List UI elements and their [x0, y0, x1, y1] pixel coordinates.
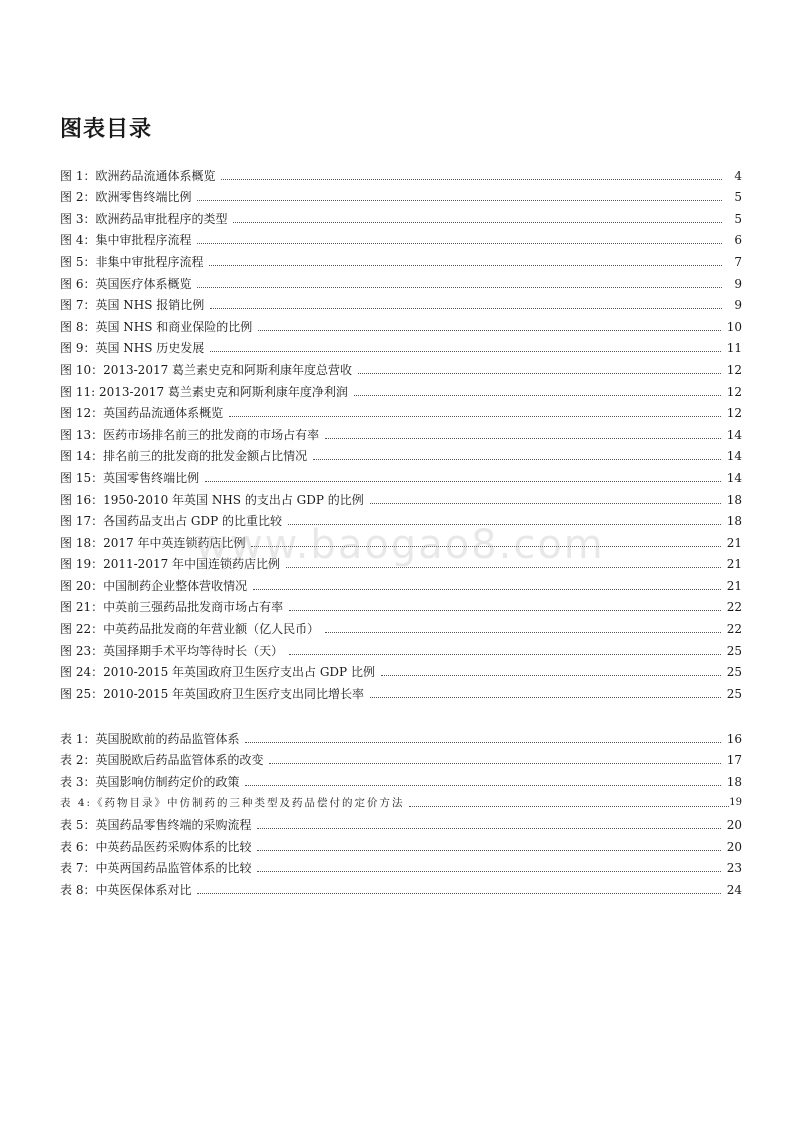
table-entry[interactable] — [60, 875, 742, 897]
table-entry[interactable] — [60, 854, 742, 876]
dot-leader — [251, 545, 720, 547]
dot-leader — [197, 286, 722, 288]
figure-entry[interactable] — [60, 679, 742, 701]
table-entry[interactable] — [60, 789, 742, 811]
toc-entry-page: 18 — [726, 774, 742, 789]
toc-entry-label: 图 19：2011-2017 年中国连锁药店比例 — [60, 557, 281, 572]
toc-entry-page: 9 — [734, 276, 742, 291]
toc-entry-label: 图 5：非集中审批程序流程 — [60, 254, 204, 269]
dot-leader — [205, 480, 721, 482]
toc-entry-label: 图 18：2017 年中英连锁药店比例 — [60, 535, 246, 550]
dot-leader — [325, 631, 721, 633]
toc-entry-page: 24 — [726, 882, 742, 897]
figure-entry[interactable] — [60, 614, 742, 636]
toc-entry-page: 25 — [726, 665, 742, 680]
toc-entry-page: 12 — [726, 406, 742, 421]
toc-entry-page: 14 — [726, 449, 742, 464]
toc-entry-label: 图 6：英国医疗体系概览 — [60, 276, 192, 291]
toc-entry-label: 表 7：中英两国药品监管体系的比较 — [60, 861, 252, 876]
dot-leader — [197, 892, 720, 894]
toc-entry-page: 23 — [726, 861, 742, 876]
dot-leader — [289, 653, 721, 655]
dot-leader — [257, 827, 720, 829]
toc-entry-page: 22 — [726, 622, 742, 637]
figure-entry[interactable] — [60, 312, 742, 334]
toc-entry-label: 图 23：英国择期手术平均等待时长（天） — [60, 643, 284, 658]
toc-entry-page: 16 — [726, 731, 742, 746]
figure-entry[interactable] — [60, 528, 742, 550]
toc-entry-label: 图 1：欧洲药品流通体系概览 — [60, 168, 216, 183]
dot-leader — [289, 609, 721, 611]
dot-leader — [245, 784, 720, 786]
table-entry[interactable] — [60, 832, 742, 854]
figure-entry[interactable] — [60, 377, 742, 399]
figure-entry[interactable] — [60, 550, 742, 572]
dot-leader — [286, 566, 721, 568]
dot-leader — [197, 242, 722, 244]
toc-entry-page: 7 — [734, 254, 742, 269]
toc-entry-page: 11 — [726, 341, 742, 356]
figure-entry[interactable] — [60, 226, 742, 248]
dot-leader — [381, 674, 721, 676]
toc-entry-page: 25 — [726, 686, 742, 701]
figure-entry[interactable] — [60, 247, 742, 269]
figure-entry[interactable] — [60, 636, 742, 658]
dot-leader — [257, 849, 720, 851]
dot-leader — [288, 523, 721, 525]
toc-entry-label: 图 9：英国 NHS 历史发展 — [60, 341, 205, 356]
dot-leader — [245, 741, 720, 743]
figure-list — [60, 161, 742, 701]
figure-entry[interactable] — [60, 355, 742, 377]
figure-entry[interactable] — [60, 334, 742, 356]
toc-entry-label: 表 2：英国脱欧后药品监管体系的改变 — [60, 753, 264, 768]
toc-entry-page: 17 — [726, 753, 742, 768]
dot-leader — [354, 394, 721, 396]
toc-entry-label: 图 25：2010-2015 年英国政府卫生医疗支出同比增长率 — [60, 686, 365, 701]
figure-entry[interactable] — [60, 291, 742, 313]
toc-entry-page: 9 — [734, 298, 742, 313]
table-list — [60, 724, 742, 897]
dot-leader — [313, 458, 721, 460]
table-entry[interactable] — [60, 746, 742, 768]
toc-entry-label: 图 13：医药市场排名前三的批发商的市场占有率 — [60, 427, 320, 442]
toc-entry-page: 21 — [726, 557, 742, 572]
dot-leader — [253, 588, 721, 590]
toc-entry-page: 18 — [726, 492, 742, 507]
toc-entry-label: 表 8：中英医保体系对比 — [60, 882, 192, 897]
toc-entry-page: 12 — [726, 384, 742, 399]
dot-leader — [197, 199, 722, 201]
figure-entry[interactable] — [60, 507, 742, 529]
toc-entry-page: 20 — [726, 817, 742, 832]
dot-leader — [370, 502, 721, 504]
dot-leader — [210, 350, 720, 352]
figure-entry[interactable] — [60, 593, 742, 615]
toc-entry-label: 表 5：英国药品零售终端的采购流程 — [60, 817, 252, 832]
dot-leader — [358, 372, 721, 374]
toc-entry-label: 图 10：2013-2017 葛兰素史克和阿斯利康年度总营收 — [60, 362, 353, 377]
dot-leader — [210, 307, 722, 309]
toc-entry-page: 20 — [726, 839, 742, 854]
dot-leader — [229, 415, 721, 417]
toc-entry-label: 表 4:《药物目录》中仿制药的三种类型及药品偿付的定价方法 — [60, 797, 405, 810]
toc-entry-label: 图 24：2010-2015 年英国政府卫生医疗支出占 GDP 比例 — [60, 665, 375, 680]
toc-entry-label: 图 21：中英前三强药品批发商市场占有率 — [60, 600, 284, 615]
toc-entry-label: 图 3：欧洲药品审批程序的类型 — [60, 211, 228, 226]
toc-entry-label: 图 17：各国药品支出占 GDP 的比重比较 — [60, 514, 282, 529]
toc-entry-label: 表 3：英国影响仿制药定价的政策 — [60, 774, 240, 789]
toc-entry-label: 图 7：英国 NHS 报销比例 — [60, 298, 205, 313]
toc-entry-page: 14 — [726, 427, 742, 442]
dot-leader — [209, 264, 722, 266]
figure-entry[interactable] — [60, 161, 742, 183]
toc-entry-label: 表 1：英国脱欧前的药品监管体系 — [60, 731, 240, 746]
dot-leader — [269, 762, 720, 764]
figure-entry[interactable] — [60, 485, 742, 507]
toc-entry-page: 22 — [726, 600, 742, 615]
toc-entry-label: 图 22：中英药品批发商的年营业额（亿人民币） — [60, 622, 320, 637]
figure-entry[interactable] — [60, 463, 742, 485]
dot-leader — [370, 696, 721, 698]
toc-entry-page: 21 — [726, 535, 742, 550]
toc-entry-label: 表 6：中英药品医药采购体系的比较 — [60, 839, 252, 854]
table-entry[interactable] — [60, 724, 742, 746]
toc-entry-page: 5 — [734, 211, 742, 226]
dot-leader — [409, 805, 730, 807]
figure-entry[interactable] — [60, 442, 742, 464]
figure-entry[interactable] — [60, 183, 742, 205]
toc-entry-page: 10 — [726, 319, 742, 334]
figure-entry[interactable] — [60, 571, 742, 593]
table-entry[interactable] — [60, 767, 742, 789]
dot-leader — [258, 329, 720, 331]
toc-entry-label: 图 4：集中审批程序流程 — [60, 233, 192, 248]
toc-entry-page: 19 — [729, 797, 742, 809]
toc-entry-label: 图 8：英国 NHS 和商业保险的比例 — [60, 319, 253, 334]
toc-entry-page: 12 — [726, 362, 742, 377]
page-title: 图表目录 — [60, 117, 153, 142]
toc-entry-label: 图 2：欧洲零售终端比例 — [60, 190, 192, 205]
toc-entry-label: 图 12：英国药品流通体系概览 — [60, 406, 224, 421]
toc-entry-page: 25 — [726, 643, 742, 658]
figure-entry[interactable] — [60, 420, 742, 442]
watermark: www.baogao8.com — [195, 522, 605, 568]
figure-entry[interactable] — [60, 269, 742, 291]
toc-entry-label: 图 11: 2013-2017 葛兰素史克和阿斯利康年度净利润 — [60, 384, 348, 399]
toc-entry-page: 4 — [734, 168, 742, 183]
dot-leader — [233, 221, 722, 223]
dot-leader — [325, 437, 721, 439]
table-entry[interactable] — [60, 810, 742, 832]
dot-leader — [221, 178, 722, 180]
toc-entry-label: 图 14：排名前三的批发商的批发金额占比情况 — [60, 449, 308, 464]
toc-entry-label: 图 15：英国零售终端比例 — [60, 470, 200, 485]
figure-entry[interactable] — [60, 658, 742, 680]
toc-entry-page: 21 — [726, 578, 742, 593]
figure-entry[interactable] — [60, 204, 742, 226]
toc-entry-page: 5 — [734, 190, 742, 205]
toc-entry-page: 6 — [734, 233, 742, 248]
toc-entry-page: 18 — [726, 514, 742, 529]
toc-entry-label: 图 20：中国制药企业整体营收情况 — [60, 578, 248, 593]
figure-entry[interactable] — [60, 399, 742, 421]
toc-entry-page: 14 — [726, 470, 742, 485]
toc-entry-label: 图 16：1950-2010 年英国 NHS 的支出占 GDP 的比例 — [60, 492, 364, 507]
dot-leader — [257, 870, 720, 872]
